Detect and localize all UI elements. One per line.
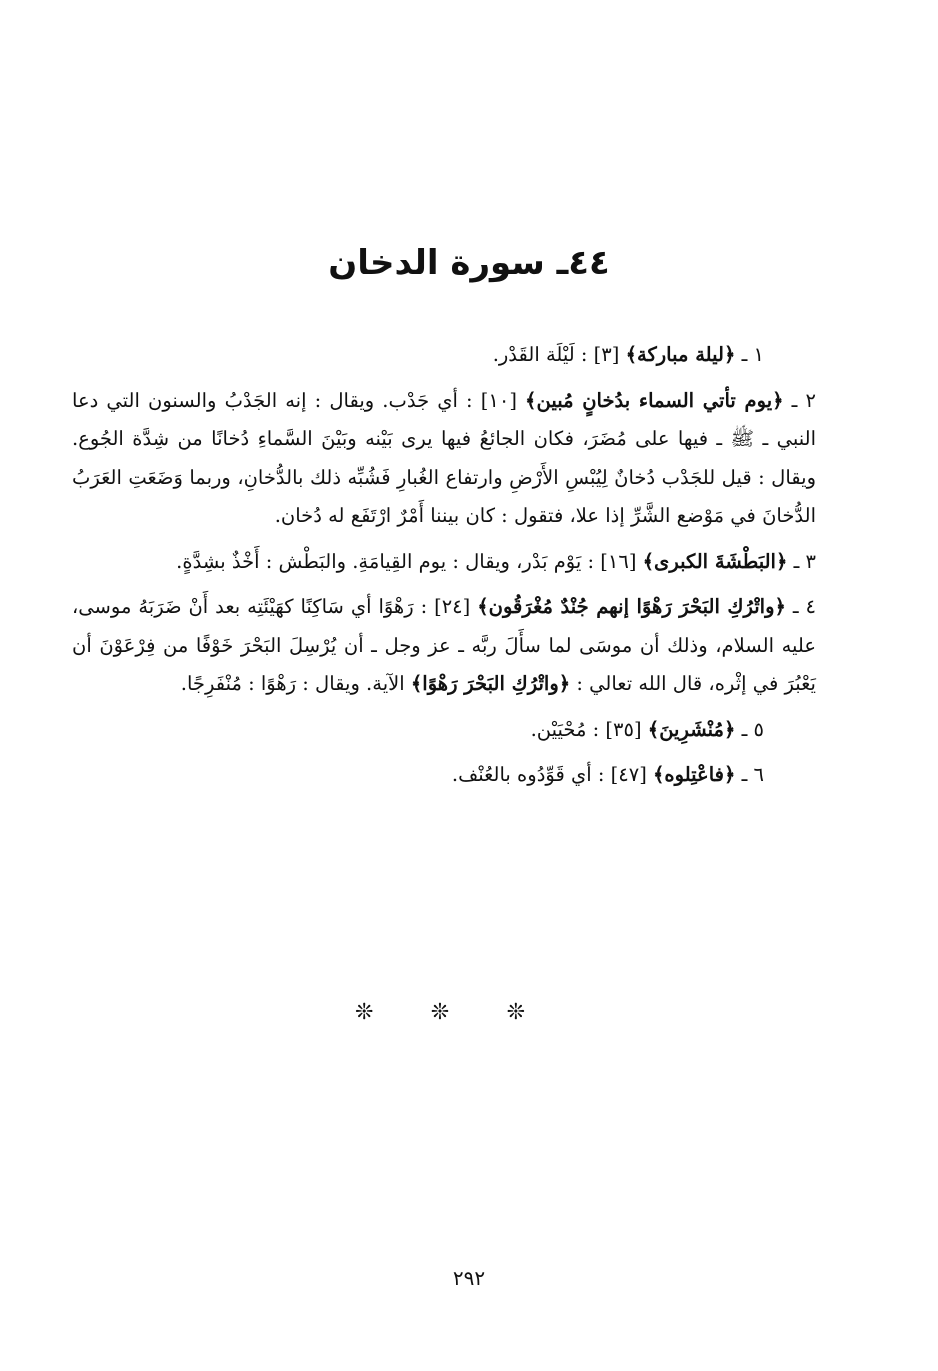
star-ornament-icon: ❊ (430, 1000, 450, 1025)
star-ornament-icon: ❊ (355, 1000, 374, 1025)
entry-number: ٣ ـ (787, 549, 816, 573)
entry-text: [٣٥] : مُحْيَيْن. (530, 717, 648, 741)
entry-text: [٣] : لَيْلَة القَدْر. (492, 343, 626, 366)
entry-3 (72, 543, 816, 582)
entry-number: ٤ ـ (785, 595, 816, 618)
entry-text-continued: الآية. ويقال : رَهْوًا : مُنْفَرِجًا. (180, 672, 411, 695)
section-separator (355, 1000, 525, 1025)
entry-2 (72, 382, 816, 536)
entry-text: [٤٧] : أي قَوِّدُوه بالعُنْف. (451, 763, 653, 786)
entry-number: ٦ ـ (735, 763, 764, 786)
entry-6 (72, 756, 816, 795)
quran-quote: ﴿فاعْتِلوه﴾ (653, 763, 736, 786)
entry-text: [٢٤] : رَهْوًا أي سَاكِنًا كهَيْئَتِه بعد أَنْ ضَرَبَهُ موسى، عليه السلام، وذلك أن موسَى لما سأَلَ ربَّه ـ عز وجل ـ أن يُرْسِلَ البَحْرَ خَوْفًا من فِرْعَوْنَ أن يَعْبُرَ في إثْره، قال الله تعالي : (72, 595, 816, 695)
quran-quote: ﴿مُنْشَرِينَ﴾ (647, 717, 736, 741)
entry-text: [١٠] : أي جَدْب. ويقال : إنه الجَدْبُ والسنون التي دعا النبي ـ ﷺ ـ فيها على مُضَرَ، فكان الجائعُ فيها يرى بَيْنه وبَيْنَ السَّماءِ دُخانًا من شِدَّة الجُوع. ويقال : قيل للجَدْب دُخانٌ لِيُبْسِ الأَرْضِ وارتفاع الغُبارِ فَشُبِّه ذلك بالدُّخانِ، وربما وَضَعَتِ العَرَبُ الدُّخانَ في مَوْضع الشَّرِّ إذا علا، فتقول : كان بيننا أَمْرٌ ارْتَفَع له دُخان. (72, 388, 816, 527)
entry-5 (72, 711, 816, 750)
quran-quote-second: ﴿واتْرُكِ البَحْرَ رَهْوًا﴾ (410, 672, 571, 695)
entry-text: [١٦] : يَوْم بَدْر، ويقال : يوم القِيامَةِ. والبَطْش : أَخْذٌ بشِدَّةٍ. (176, 549, 643, 573)
entry-4 (72, 588, 816, 704)
entry-1 (72, 336, 816, 375)
quran-quote: ﴿واتْرُكِ البَحْرَ رَهْوًا إنهم جُنْدٌ مُغْرَقُون﴾ (477, 595, 786, 618)
entry-number: ١ ـ (735, 343, 764, 366)
quran-quote: ﴿ليلة مباركة﴾ (625, 343, 736, 366)
quran-quote: ﴿البَطْشَةَ الكبرى﴾ (642, 549, 788, 573)
page-number: ٢٩٢ (452, 1266, 486, 1290)
chapter-title: ٤٤ـ سورة الدخان (328, 243, 610, 283)
star-ornament-icon: ❊ (506, 1000, 525, 1025)
quran-quote: ﴿يوم تأتي السماء بدُخانٍ مُبين﴾ (525, 388, 784, 412)
entry-number: ٥ ـ (735, 717, 764, 741)
entry-number: ٢ ـ (783, 388, 816, 412)
text-body (72, 336, 816, 802)
